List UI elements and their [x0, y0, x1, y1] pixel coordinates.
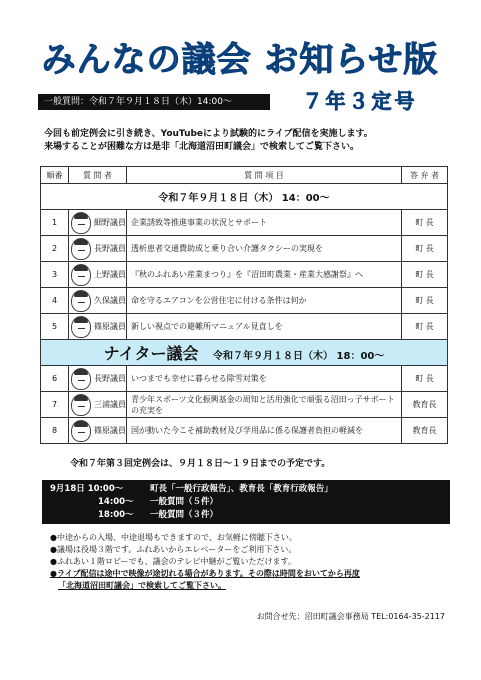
question-topic: 『秋のふれあい産業まつり』を『沼田町農業・産業大感謝祭』へ [127, 262, 402, 288]
avatar [71, 238, 91, 260]
questioner-name: 久保議員 [94, 296, 126, 305]
avatar [71, 316, 91, 338]
session-period-note: 令和７年第３回定例会は、９月１８日～１９日までの予定です。 [70, 459, 331, 469]
avatar [71, 290, 91, 312]
answerer: 町 長 [402, 288, 448, 314]
answerer: 教育長 [402, 418, 448, 444]
note-line: ●ふれあい１階ロビーでも、議会のテレビ中継がご覧いただけます。 [50, 557, 296, 566]
schedule-time: 9月18日 10:00～ [50, 484, 124, 494]
schedule-item [50, 483, 442, 496]
intro-line-1: 今回も前定例会に引き続き、YouTubeにより試験的にライブ配信を実施します。 [44, 129, 373, 139]
note-line: ●議場は役場３階です。ふれあいからエレベーターをご利用下さい。 [50, 545, 297, 554]
table-row [41, 262, 448, 288]
questioner-name: 長野議員 [94, 244, 126, 253]
header-questioner: 質 問 者 [69, 167, 127, 184]
question-topic: 新しい視点での避難所マニュアル見直しを [127, 314, 402, 340]
night-session-title: ナイター議会 [103, 344, 199, 363]
question-topic: 国が動いた今こそ補助教材及び学用品に係る保護者負担の軽減を [127, 418, 402, 444]
question-topic: 企業誘致等推進事業の状況とサポート [127, 210, 402, 236]
table-row [41, 288, 448, 314]
answerer: 教育長 [402, 392, 448, 418]
schedule-time: 18:00～ [98, 510, 134, 520]
table-row [41, 366, 448, 392]
schedule-desc: 一般質問（５件） [150, 497, 219, 507]
questioner-name: 三浦議員 [94, 400, 126, 409]
livestream-note: ●ライブ配信は途中で映像が途切れる場合があります。その際は時間をおいてから再度 [50, 569, 360, 578]
row-number: 3 [41, 262, 69, 288]
row-number: 1 [41, 210, 69, 236]
questioner-name: 細野議員 [94, 218, 126, 227]
night-session-row [41, 340, 448, 366]
session-banner: 一般質問：令和７年９月１８日（木）14:00～ [38, 94, 270, 110]
table-row [41, 392, 448, 418]
table-row [41, 418, 448, 444]
schedule-desc: 町長「一般行政報告」、教育長「教育行政報告」 [150, 484, 333, 494]
night-session-date: 令和７年９月１８日（木） 18：00～ [213, 351, 385, 362]
contact-info: お問合せ先：沼田町議会事務局 TEL:0164-35-2117 [256, 612, 445, 621]
question-topic: 命を守るエアコンを公営住宅に付ける条件は何か [127, 288, 402, 314]
row-number: 7 [41, 392, 69, 418]
questioner-name: 上野議員 [94, 270, 126, 279]
question-topic: 青少年スポーツ文化振興基金の周知と活用強化で頑張る沼田っ子サポートの充実を [127, 392, 402, 418]
livestream-note-cont: 「北海道沼田町議会」で検索してご覧下さい。 [58, 581, 226, 590]
table-header-row [41, 167, 448, 184]
answerer: 町 長 [402, 236, 448, 262]
questioner-name: 篠原議員 [94, 426, 126, 435]
schedule-box [42, 480, 450, 524]
schedule-item [50, 496, 442, 509]
question-topic: いつまでも幸せに暮らせる除雪対策を [127, 366, 402, 392]
note-line: ●中途からの入場、中途退場もできますので、お気軽に傍聴下さい。 [50, 533, 297, 542]
header-order: 順番 [41, 167, 69, 184]
avatar [71, 394, 91, 416]
row-number: 6 [41, 366, 69, 392]
agenda-table [40, 166, 448, 444]
avatar [71, 368, 91, 390]
row-number: 8 [41, 418, 69, 444]
notes [50, 532, 460, 592]
page-title: みんなの議会 お知らせ版 [41, 40, 439, 80]
intro-line-2: 来場することが困難な方は是非「北海道沼田町議会」で検索してご覧下さい。 [44, 142, 360, 152]
answerer: 町 長 [402, 314, 448, 340]
schedule-item [50, 509, 442, 522]
schedule-desc: 一般質問（３件） [150, 510, 219, 520]
header-answerer: 答 弁 者 [402, 167, 448, 184]
answerer: 町 長 [402, 262, 448, 288]
answerer: 町 長 [402, 210, 448, 236]
date-row [41, 184, 448, 210]
avatar [71, 264, 91, 286]
avatar [71, 420, 91, 442]
schedule-time: 14:00～ [98, 497, 134, 507]
row-number: 5 [41, 314, 69, 340]
header-topic: 質 問 項 目 [127, 167, 402, 184]
table-row [41, 314, 448, 340]
avatar [71, 212, 91, 234]
intro-text [44, 128, 454, 154]
questioner-name: 篠原議員 [94, 322, 126, 331]
table-row [41, 210, 448, 236]
session-date: 令和７年９月１８日（木） 14：00～ [41, 184, 448, 210]
table-row [41, 236, 448, 262]
row-number: 4 [41, 288, 69, 314]
answerer: 町 長 [402, 366, 448, 392]
row-number: 2 [41, 236, 69, 262]
questioner-name: 長野議員 [94, 374, 126, 383]
edition-label: ７年３定号 [302, 89, 418, 113]
question-topic: 透析患者交通費助成と乗り合い介護タクシーの実現を [127, 236, 402, 262]
